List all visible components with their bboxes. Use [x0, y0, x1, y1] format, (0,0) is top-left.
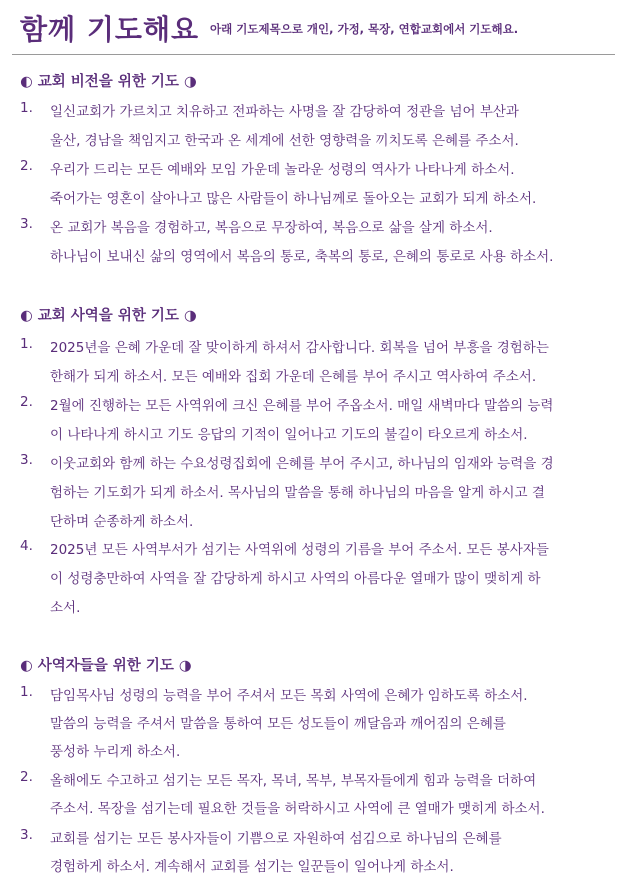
item-number: 3. [20, 827, 33, 843]
item-number: 2. [20, 769, 33, 785]
item-line: 2025년을 은혜 가운데 잘 맞이하게 하셔서 감사합니다. 회복을 넘어 부흥을 경험하는 [50, 340, 549, 356]
item-line: 경험하게 하소서. 계속해서 교회를 섬기는 일꾼들이 일어나게 하소서. [50, 859, 454, 875]
item-line: 단하며 순종하게 하소서. [50, 514, 194, 530]
item-number: 2. [20, 394, 33, 410]
item-line: 울산, 경남을 책임지고 한국과 온 세계에 선한 영향력을 끼치도록 은혜를 주소서. [50, 133, 519, 149]
item-number: 1. [20, 100, 33, 116]
item-number: 3. [20, 216, 33, 232]
section-title: ◐ 사역자들을 위한 기도 ◑ [20, 658, 192, 674]
item-line: 주소서. 목장을 섬기는데 필요한 것들을 허락하시고 사역에 큰 열매가 맺히게 하소서. [50, 801, 545, 817]
item-number: 1. [20, 684, 33, 700]
page-title: 함께 기도해요 [20, 13, 200, 46]
item-line: 일신교회가 가르치고 치유하고 전파하는 사명을 잘 감당하여 정관을 넘어 부산과 [50, 104, 519, 120]
section-title: ◐ 교회 비전을 위한 기도 ◑ [20, 74, 197, 90]
item-line: 말씀의 능력을 주셔서 말씀을 통하여 모든 성도들이 깨달음과 깨어짐의 은혜를 [50, 716, 506, 732]
page-subtitle: 아래 기도제목으로 개인, 가정, 목장, 연합교회에서 기도해요. [210, 22, 519, 36]
item-line: 올해에도 수고하고 섬기는 모든 목자, 목녀, 목부, 부목자들에게 힘과 능력을 더하여 [50, 773, 537, 789]
item-line: 교회를 섬기는 모든 봉사자들이 기쁨으로 자원하여 섬김으로 하나님의 은혜를 [50, 831, 502, 847]
item-line: 이웃교회와 함께 하는 수요성령집회에 은혜를 부어 주시고, 하나님의 임재와 능력을 경 [50, 456, 554, 472]
item-line: 한해가 되게 하소서. 모든 예배와 집회 가운데 은혜를 부어 주시고 역사하여 주소서. [50, 369, 537, 385]
page-header [0, 0, 627, 54]
item-line: 이 성령충만하여 사역을 잘 감당하게 하시고 사역의 아름다운 열매가 많이 맺히게 하 [50, 571, 541, 587]
item-line: 소서. [50, 600, 81, 616]
item-line: 죽어가는 영혼이 살아나고 많은 사람들이 하나님께로 돌아오는 교회가 되게 하소서. [50, 191, 537, 207]
header-divider [12, 54, 615, 55]
item-line: 담임목사님 성령의 능력을 부어 주셔서 모든 목회 사역에 은혜가 임하도록 하소서. [50, 688, 528, 704]
item-line: 하나님이 보내신 삶의 영역에서 복음의 통로, 축복의 통로, 은혜의 통로로 사용 하소서. [50, 249, 554, 265]
item-number: 1. [20, 336, 33, 352]
item-line: 험하는 기도회가 되게 하소서. 목사님의 말씀을 통해 하나님의 마음을 알게 하시고 결 [50, 485, 545, 501]
item-line: 이 나타나게 하시고 기도 응답의 기적이 일어나고 기도의 불길이 타오르게 하소서. [50, 427, 528, 443]
item-line: 2025년 모든 사역부서가 섬기는 사역위에 성령의 기름을 부어 주소서. 모든 봉사자들 [50, 542, 549, 558]
item-number: 3. [20, 452, 33, 468]
item-number: 4. [20, 538, 33, 554]
item-line: 우리가 드리는 모든 예배와 모임 가운데 놀라운 성령의 역사가 나타나게 하소서. [50, 162, 515, 178]
item-line: 2월에 진행하는 모든 사역위에 크신 은혜를 부어 주옵소서. 매일 새벽마다 말씀의 능력 [50, 398, 554, 414]
item-line: 온 교회가 복음을 경험하고, 복음으로 무장하여, 복음으로 삶을 살게 하소서. [50, 220, 493, 236]
item-line: 풍성하 누리게 하소서. [50, 744, 181, 760]
item-number: 2. [20, 158, 33, 174]
section-title: ◐ 교회 사역을 위한 기도 ◑ [20, 308, 197, 324]
